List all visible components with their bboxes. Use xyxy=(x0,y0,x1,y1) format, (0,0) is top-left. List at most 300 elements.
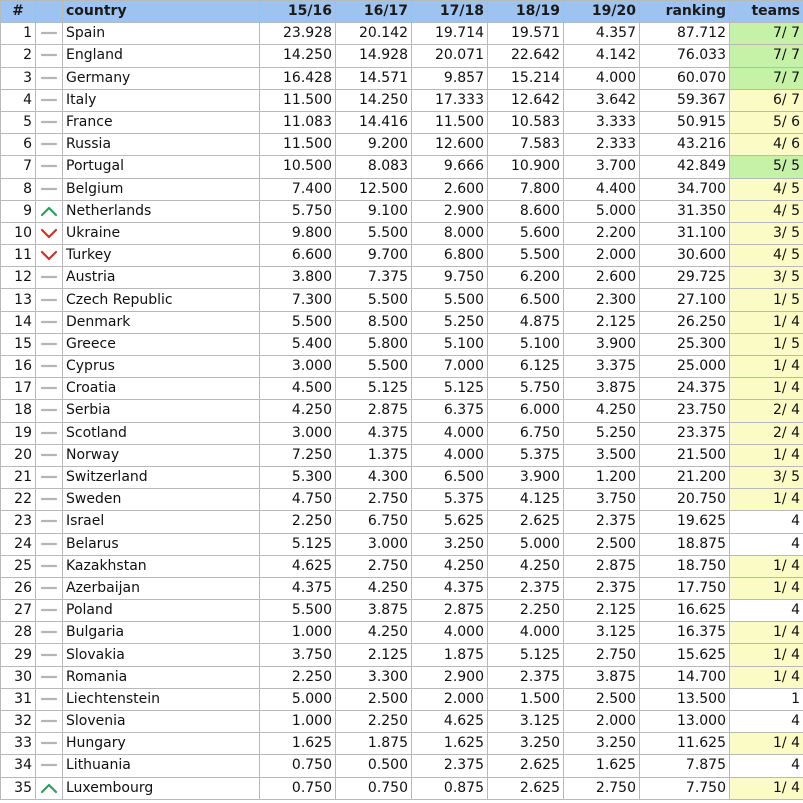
season-15-16: 5.500 xyxy=(260,600,336,622)
season-18-19: 4.250 xyxy=(488,555,564,577)
trend-cell xyxy=(36,267,63,289)
teams-value: 3/ 5 xyxy=(730,267,803,289)
season-15-16: 7.250 xyxy=(260,444,336,466)
dash-icon xyxy=(40,427,58,439)
country-name: Greece xyxy=(63,333,260,355)
trend-cell xyxy=(36,23,63,45)
trend-cell xyxy=(36,156,63,178)
header-country[interactable]: country xyxy=(63,1,260,23)
rank-number: 32 xyxy=(1,711,36,733)
season-16-17: 20.142 xyxy=(336,23,412,45)
country-name: Croatia xyxy=(63,378,260,400)
rank-number: 11 xyxy=(1,245,36,267)
rank-number: 6 xyxy=(1,134,36,156)
season-18-19: 5.500 xyxy=(488,245,564,267)
country-name: Denmark xyxy=(63,311,260,333)
season-15-16: 3.000 xyxy=(260,356,336,378)
ranking-value: 87.712 xyxy=(640,23,730,45)
season-15-16: 5.000 xyxy=(260,688,336,710)
rank-number: 34 xyxy=(1,755,36,777)
season-17-18: 8.000 xyxy=(412,222,488,244)
header-ranking[interactable]: ranking xyxy=(640,1,730,23)
table-row xyxy=(1,511,803,533)
teams-value: 1/ 5 xyxy=(730,289,803,311)
season-18-19: 6.125 xyxy=(488,356,564,378)
trend-cell xyxy=(36,111,63,133)
country-name: Turkey xyxy=(63,245,260,267)
country-name: Portugal xyxy=(63,156,260,178)
season-19-20: 2.125 xyxy=(564,311,640,333)
trend-cell xyxy=(36,600,63,622)
season-18-19: 5.125 xyxy=(488,644,564,666)
season-17-18: 5.500 xyxy=(412,289,488,311)
season-18-19: 8.600 xyxy=(488,200,564,222)
season-17-18: 9.666 xyxy=(412,156,488,178)
rank-number: 12 xyxy=(1,267,36,289)
country-name: Belgium xyxy=(63,178,260,200)
season-16-17: 4.250 xyxy=(336,622,412,644)
table-row xyxy=(1,45,803,67)
teams-value: 1/ 4 xyxy=(730,444,803,466)
season-17-18: 4.250 xyxy=(412,555,488,577)
season-19-20: 5.000 xyxy=(564,200,640,222)
season-17-18: 9.857 xyxy=(412,67,488,89)
season-19-20: 3.875 xyxy=(564,666,640,688)
season-17-18: 2.000 xyxy=(412,688,488,710)
season-19-20: 2.375 xyxy=(564,511,640,533)
season-15-16: 7.400 xyxy=(260,178,336,200)
season-18-19: 2.375 xyxy=(488,577,564,599)
season-17-18: 9.750 xyxy=(412,267,488,289)
season-15-16: 5.500 xyxy=(260,311,336,333)
teams-value: 7/ 7 xyxy=(730,23,803,45)
season-19-20: 2.750 xyxy=(564,777,640,799)
season-16-17: 3.000 xyxy=(336,533,412,555)
season-16-17: 1.875 xyxy=(336,733,412,755)
teams-value: 4/ 5 xyxy=(730,178,803,200)
trend-cell xyxy=(36,311,63,333)
country-name: Scotland xyxy=(63,422,260,444)
ranking-value: 21.200 xyxy=(640,466,730,488)
trend-cell xyxy=(36,356,63,378)
season-17-18: 17.333 xyxy=(412,89,488,111)
teams-value: 1/ 4 xyxy=(730,577,803,599)
season-15-16: 1.000 xyxy=(260,711,336,733)
trend-cell xyxy=(36,644,63,666)
country-name: Slovenia xyxy=(63,711,260,733)
season-16-17: 2.500 xyxy=(336,688,412,710)
dash-icon xyxy=(40,116,58,128)
ranking-value: 13.500 xyxy=(640,688,730,710)
trend-cell xyxy=(36,444,63,466)
season-15-16: 1.625 xyxy=(260,733,336,755)
season-16-17: 5.500 xyxy=(336,356,412,378)
rank-number: 1 xyxy=(1,23,36,45)
season-18-19: 7.800 xyxy=(488,178,564,200)
season-15-16: 0.750 xyxy=(260,755,336,777)
rank-number: 26 xyxy=(1,577,36,599)
rank-number: 2 xyxy=(1,45,36,67)
dash-icon xyxy=(40,160,58,172)
dash-icon xyxy=(40,382,58,394)
dash-icon xyxy=(40,338,58,350)
ranking-value: 17.750 xyxy=(640,577,730,599)
trend-cell xyxy=(36,134,63,156)
teams-value: 1/ 5 xyxy=(730,333,803,355)
teams-value: 6/ 7 xyxy=(730,89,803,111)
season-17-18: 6.800 xyxy=(412,245,488,267)
teams-value: 4/ 5 xyxy=(730,200,803,222)
season-15-16: 2.250 xyxy=(260,511,336,533)
dash-icon xyxy=(40,693,58,705)
trend-cell xyxy=(36,45,63,67)
table-row xyxy=(1,600,803,622)
header-season-18-19[interactable]: 18/19 xyxy=(488,1,564,23)
season-15-16: 3.000 xyxy=(260,422,336,444)
table-row xyxy=(1,577,803,599)
table-row xyxy=(1,289,803,311)
season-19-20: 3.125 xyxy=(564,622,640,644)
trend-cell xyxy=(36,511,63,533)
rank-number: 18 xyxy=(1,400,36,422)
rank-number: 16 xyxy=(1,356,36,378)
teams-value: 1 xyxy=(730,688,803,710)
ranking-value: 26.250 xyxy=(640,311,730,333)
season-15-16: 14.250 xyxy=(260,45,336,67)
table-row xyxy=(1,733,803,755)
season-19-20: 2.200 xyxy=(564,222,640,244)
rank-number: 24 xyxy=(1,533,36,555)
trend-cell xyxy=(36,489,63,511)
trend-cell xyxy=(36,178,63,200)
season-19-20: 4.000 xyxy=(564,67,640,89)
season-16-17: 9.700 xyxy=(336,245,412,267)
season-19-20: 3.700 xyxy=(564,156,640,178)
dash-icon xyxy=(40,316,58,328)
table-row xyxy=(1,356,803,378)
trend-cell xyxy=(36,422,63,444)
season-19-20: 4.357 xyxy=(564,23,640,45)
trend-cell xyxy=(36,89,63,111)
teams-value: 2/ 4 xyxy=(730,422,803,444)
season-17-18: 4.000 xyxy=(412,622,488,644)
season-15-16: 0.750 xyxy=(260,777,336,799)
country-name: France xyxy=(63,111,260,133)
trend-cell xyxy=(36,67,63,89)
dash-icon xyxy=(40,183,58,195)
country-name: Ukraine xyxy=(63,222,260,244)
teams-value: 5/ 6 xyxy=(730,111,803,133)
teams-value: 1/ 4 xyxy=(730,777,803,799)
season-17-18: 5.625 xyxy=(412,511,488,533)
arrow-down-icon xyxy=(40,227,58,239)
season-16-17: 14.416 xyxy=(336,111,412,133)
season-18-19: 3.900 xyxy=(488,466,564,488)
season-15-16: 4.625 xyxy=(260,555,336,577)
season-18-19: 10.583 xyxy=(488,111,564,133)
dash-icon xyxy=(40,515,58,527)
season-19-20: 2.333 xyxy=(564,134,640,156)
dash-icon xyxy=(40,138,58,150)
rank-number: 29 xyxy=(1,644,36,666)
teams-value: 4 xyxy=(730,600,803,622)
season-16-17: 7.375 xyxy=(336,267,412,289)
season-18-19: 6.750 xyxy=(488,422,564,444)
ranking-value: 24.375 xyxy=(640,378,730,400)
trend-cell xyxy=(36,466,63,488)
header-rank-number[interactable]: # xyxy=(1,1,36,23)
season-16-17: 2.750 xyxy=(336,555,412,577)
season-18-19: 1.500 xyxy=(488,688,564,710)
season-19-20: 3.875 xyxy=(564,378,640,400)
season-16-17: 5.500 xyxy=(336,222,412,244)
arrow-down-icon xyxy=(40,249,58,261)
season-19-20: 4.142 xyxy=(564,45,640,67)
rank-number: 35 xyxy=(1,777,36,799)
season-17-18: 5.100 xyxy=(412,333,488,355)
ranking-value: 25.300 xyxy=(640,333,730,355)
header-season-15-16[interactable]: 15/16 xyxy=(260,1,336,23)
season-19-20: 3.642 xyxy=(564,89,640,111)
country-name: Bulgaria xyxy=(63,622,260,644)
season-17-18: 4.000 xyxy=(412,422,488,444)
season-19-20: 4.250 xyxy=(564,400,640,422)
season-19-20: 2.125 xyxy=(564,600,640,622)
teams-value: 4/ 5 xyxy=(730,245,803,267)
season-18-19: 19.571 xyxy=(488,23,564,45)
rank-number: 13 xyxy=(1,289,36,311)
rank-number: 22 xyxy=(1,489,36,511)
table-row xyxy=(1,222,803,244)
table-row xyxy=(1,156,803,178)
season-19-20: 3.375 xyxy=(564,356,640,378)
dash-icon xyxy=(40,626,58,638)
season-16-17: 0.750 xyxy=(336,777,412,799)
table-row xyxy=(1,533,803,555)
trend-cell xyxy=(36,711,63,733)
season-18-19: 3.250 xyxy=(488,733,564,755)
country-name: Germany xyxy=(63,67,260,89)
season-16-17: 14.928 xyxy=(336,45,412,67)
trend-cell xyxy=(36,733,63,755)
header-season-19-20[interactable]: 19/20 xyxy=(564,1,640,23)
season-17-18: 2.600 xyxy=(412,178,488,200)
dash-icon xyxy=(40,49,58,61)
season-16-17: 3.875 xyxy=(336,600,412,622)
dash-icon xyxy=(40,759,58,771)
season-17-18: 5.375 xyxy=(412,489,488,511)
header-season-16-17[interactable]: 16/17 xyxy=(336,1,412,23)
trend-cell xyxy=(36,533,63,555)
season-17-18: 2.875 xyxy=(412,600,488,622)
country-name: Liechtenstein xyxy=(63,688,260,710)
table-row xyxy=(1,644,803,666)
season-15-16: 4.500 xyxy=(260,378,336,400)
ranking-value: 18.875 xyxy=(640,533,730,555)
dash-icon xyxy=(40,471,58,483)
dash-icon xyxy=(40,27,58,39)
rank-number: 4 xyxy=(1,89,36,111)
country-name: Russia xyxy=(63,134,260,156)
table-row xyxy=(1,555,803,577)
season-19-20: 2.000 xyxy=(564,245,640,267)
season-16-17: 14.571 xyxy=(336,67,412,89)
season-19-20: 2.500 xyxy=(564,688,640,710)
country-name: Kazakhstan xyxy=(63,555,260,577)
trend-cell xyxy=(36,222,63,244)
header-teams[interactable]: teams xyxy=(730,1,803,23)
season-15-16: 7.300 xyxy=(260,289,336,311)
season-15-16: 5.750 xyxy=(260,200,336,222)
season-17-18: 11.500 xyxy=(412,111,488,133)
teams-value: 4 xyxy=(730,755,803,777)
season-17-18: 4.000 xyxy=(412,444,488,466)
trend-cell xyxy=(36,622,63,644)
season-16-17: 2.875 xyxy=(336,400,412,422)
season-19-20: 2.875 xyxy=(564,555,640,577)
teams-value: 1/ 4 xyxy=(730,489,803,511)
ranking-value: 42.849 xyxy=(640,156,730,178)
season-19-20: 1.625 xyxy=(564,755,640,777)
season-19-20: 3.333 xyxy=(564,111,640,133)
season-15-16: 5.400 xyxy=(260,333,336,355)
season-18-19: 12.642 xyxy=(488,89,564,111)
season-16-17: 14.250 xyxy=(336,89,412,111)
season-19-20: 3.250 xyxy=(564,733,640,755)
season-18-19: 4.125 xyxy=(488,489,564,511)
teams-value: 1/ 4 xyxy=(730,311,803,333)
header-season-17-18[interactable]: 17/18 xyxy=(412,1,488,23)
ranking-value: 11.625 xyxy=(640,733,730,755)
country-name: Switzerland xyxy=(63,466,260,488)
ranking-value: 50.915 xyxy=(640,111,730,133)
table-row xyxy=(1,444,803,466)
ranking-value: 27.100 xyxy=(640,289,730,311)
table-row xyxy=(1,755,803,777)
trend-cell xyxy=(36,378,63,400)
teams-value: 2/ 4 xyxy=(730,400,803,422)
teams-value: 7/ 7 xyxy=(730,45,803,67)
season-15-16: 10.500 xyxy=(260,156,336,178)
ranking-value: 23.750 xyxy=(640,400,730,422)
country-name: Poland xyxy=(63,600,260,622)
season-16-17: 8.500 xyxy=(336,311,412,333)
season-16-17: 5.125 xyxy=(336,378,412,400)
season-15-16: 5.300 xyxy=(260,466,336,488)
season-18-19: 5.600 xyxy=(488,222,564,244)
country-name: Spain xyxy=(63,23,260,45)
dash-icon xyxy=(40,560,58,572)
season-18-19: 4.875 xyxy=(488,311,564,333)
table-row xyxy=(1,89,803,111)
season-15-16: 4.375 xyxy=(260,577,336,599)
country-name: England xyxy=(63,45,260,67)
dash-icon xyxy=(40,671,58,683)
ranking-value: 59.367 xyxy=(640,89,730,111)
country-name: Slovakia xyxy=(63,644,260,666)
rank-number: 14 xyxy=(1,311,36,333)
teams-value: 1/ 4 xyxy=(730,356,803,378)
country-name: Cyprus xyxy=(63,356,260,378)
teams-value: 1/ 4 xyxy=(730,622,803,644)
country-name: Romania xyxy=(63,666,260,688)
dash-icon xyxy=(40,737,58,749)
ranking-value: 43.216 xyxy=(640,134,730,156)
trend-cell xyxy=(36,666,63,688)
trend-cell xyxy=(36,400,63,422)
table-row xyxy=(1,666,803,688)
table-body xyxy=(1,23,803,800)
teams-value: 1/ 4 xyxy=(730,733,803,755)
season-15-16: 6.600 xyxy=(260,245,336,267)
season-19-20: 3.900 xyxy=(564,333,640,355)
season-15-16: 3.750 xyxy=(260,644,336,666)
season-19-20: 4.400 xyxy=(564,178,640,200)
season-18-19: 5.375 xyxy=(488,444,564,466)
ranking-value: 31.100 xyxy=(640,222,730,244)
season-18-19: 6.500 xyxy=(488,289,564,311)
ranking-value: 60.070 xyxy=(640,67,730,89)
season-15-16: 11.500 xyxy=(260,89,336,111)
dash-icon xyxy=(40,294,58,306)
season-18-19: 4.000 xyxy=(488,622,564,644)
teams-value: 4 xyxy=(730,533,803,555)
header-row xyxy=(1,1,803,23)
season-18-19: 7.583 xyxy=(488,134,564,156)
season-19-20: 3.500 xyxy=(564,444,640,466)
ranking-value: 14.700 xyxy=(640,666,730,688)
teams-value: 4/ 6 xyxy=(730,134,803,156)
rank-number: 21 xyxy=(1,466,36,488)
teams-value: 3/ 5 xyxy=(730,222,803,244)
dash-icon xyxy=(40,649,58,661)
season-15-16: 23.928 xyxy=(260,23,336,45)
ranking-value: 21.500 xyxy=(640,444,730,466)
season-18-19: 22.642 xyxy=(488,45,564,67)
season-16-17: 0.500 xyxy=(336,755,412,777)
rank-number: 25 xyxy=(1,555,36,577)
trend-cell xyxy=(36,555,63,577)
season-16-17: 8.083 xyxy=(336,156,412,178)
ranking-value: 19.625 xyxy=(640,511,730,533)
teams-value: 1/ 4 xyxy=(730,555,803,577)
country-name: Azerbaijan xyxy=(63,577,260,599)
table-row xyxy=(1,422,803,444)
dash-icon xyxy=(40,449,58,461)
dash-icon xyxy=(40,604,58,616)
season-17-18: 12.600 xyxy=(412,134,488,156)
season-15-16: 9.800 xyxy=(260,222,336,244)
table-row xyxy=(1,200,803,222)
teams-value: 4 xyxy=(730,511,803,533)
season-19-20: 2.000 xyxy=(564,711,640,733)
dash-icon xyxy=(40,404,58,416)
season-18-19: 2.625 xyxy=(488,511,564,533)
country-name: Netherlands xyxy=(63,200,260,222)
dash-icon xyxy=(40,94,58,106)
trend-cell xyxy=(36,333,63,355)
season-19-20: 2.375 xyxy=(564,577,640,599)
ranking-value: 20.750 xyxy=(640,489,730,511)
season-17-18: 5.125 xyxy=(412,378,488,400)
table-row xyxy=(1,378,803,400)
season-18-19: 6.200 xyxy=(488,267,564,289)
season-19-20: 1.200 xyxy=(564,466,640,488)
ranking-value: 76.033 xyxy=(640,45,730,67)
season-16-17: 12.500 xyxy=(336,178,412,200)
dash-icon xyxy=(40,360,58,372)
country-name: Luxembourg xyxy=(63,777,260,799)
